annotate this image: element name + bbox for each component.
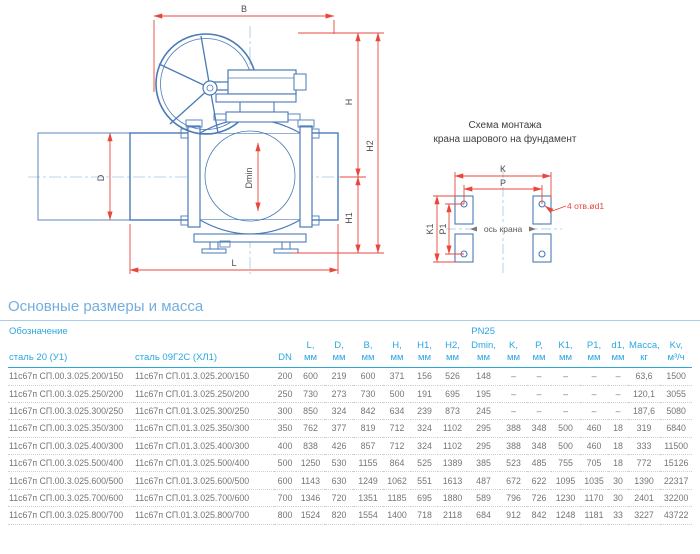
value-cell: 730 xyxy=(353,385,383,402)
value-cell: 500 xyxy=(551,420,580,437)
mounting-scheme xyxy=(425,120,604,274)
value-cell: 18 xyxy=(608,420,628,437)
value-cell: 1155 xyxy=(353,455,383,472)
value-cell: 295 xyxy=(467,437,500,454)
designation-steel20: 11с67п СП.00.3.025.300/250 xyxy=(8,402,134,419)
value-cell: – xyxy=(551,402,580,419)
value-cell: 1095 xyxy=(551,472,580,489)
neck-flange xyxy=(226,112,288,122)
value-cell: 530 xyxy=(325,455,353,472)
designation-steel20: 11с67п СП.00.3.025.700/600 xyxy=(8,489,134,506)
value-cell: 33 xyxy=(608,507,628,524)
value-cell: 672 xyxy=(500,472,527,489)
table-row xyxy=(8,489,692,506)
value-cell: – xyxy=(527,402,551,419)
table-section xyxy=(0,294,700,525)
column-header-3: B, мм xyxy=(353,338,383,367)
column-header-7: Dmin, мм xyxy=(467,338,500,367)
table-row xyxy=(8,437,692,454)
designation-steel20: 11с67п СП.00.3.025.600/500 xyxy=(8,472,134,489)
value-cell: 600 xyxy=(274,472,296,489)
value-cell: 772 xyxy=(628,455,660,472)
dim-label-h1: H1 xyxy=(344,212,354,224)
value-cell: 187,6 xyxy=(628,402,660,419)
value-cell: 684 xyxy=(467,507,500,524)
value-cell: 700 xyxy=(274,489,296,506)
dim-label-h: H xyxy=(344,98,354,106)
table-row xyxy=(8,402,692,419)
header-steel-20: сталь 20 (У1) xyxy=(8,338,134,367)
value-cell: 487 xyxy=(467,472,500,489)
value-cell: 1143 xyxy=(296,472,325,489)
value-cell: 712 xyxy=(383,437,411,454)
value-cell: 385 xyxy=(467,455,500,472)
support-leg xyxy=(282,242,290,249)
anchor-pad xyxy=(533,234,551,262)
value-cell: 622 xyxy=(527,472,551,489)
value-cell: 857 xyxy=(353,437,383,454)
value-cell: 1249 xyxy=(353,472,383,489)
support-foot xyxy=(202,249,226,253)
value-cell: 1554 xyxy=(353,507,383,524)
value-cell: 838 xyxy=(296,437,325,454)
column-header-5: H1, мм xyxy=(411,338,438,367)
value-cell: 1185 xyxy=(383,489,411,506)
handwheel-group xyxy=(156,34,306,134)
value-cell: 273 xyxy=(325,385,353,402)
designation-steel20: 11с67п СП.00.3.025.350/300 xyxy=(8,420,134,437)
value-cell: 718 xyxy=(411,507,438,524)
value-cell: 850 xyxy=(296,402,325,419)
value-cell: 1400 xyxy=(383,507,411,524)
value-cell: – xyxy=(608,385,628,402)
header-designation: Обозначение xyxy=(9,326,68,337)
value-cell: 726 xyxy=(527,489,551,506)
value-cell: 245 xyxy=(467,402,500,419)
value-cell: 1390 xyxy=(628,472,660,489)
value-cell: 5080 xyxy=(660,402,692,419)
support-leg xyxy=(210,242,218,249)
value-cell: 523 xyxy=(500,455,527,472)
body-dome-bottom xyxy=(200,220,300,234)
flange-right xyxy=(300,126,312,227)
value-cell: – xyxy=(500,402,527,419)
value-cell: 400 xyxy=(274,437,296,454)
column-header-0: DN xyxy=(274,338,296,367)
column-header-8: K, мм xyxy=(500,338,527,367)
value-cell: – xyxy=(580,368,608,385)
axis-arrow-right-icon xyxy=(529,227,536,232)
table-row xyxy=(8,472,692,489)
table-title: Основные размеры и масса xyxy=(8,298,204,315)
units-row xyxy=(8,338,692,367)
value-cell: 1346 xyxy=(296,489,325,506)
dim-label-p: P xyxy=(499,178,507,188)
value-cell: 63,6 xyxy=(628,368,660,385)
value-cell: 526 xyxy=(438,368,467,385)
anchor-hole xyxy=(539,251,545,257)
value-cell: – xyxy=(580,402,608,419)
gearbox-cap xyxy=(294,74,306,90)
value-cell: 3055 xyxy=(660,385,692,402)
value-cell: 319 xyxy=(628,420,660,437)
value-cell: 6840 xyxy=(660,420,692,437)
dim-label-d: D xyxy=(96,174,106,182)
value-cell: 589 xyxy=(467,489,500,506)
value-cell: 1062 xyxy=(383,472,411,489)
value-cell: 460 xyxy=(580,437,608,454)
value-cell: – xyxy=(527,368,551,385)
value-cell: 1248 xyxy=(551,507,580,524)
value-cell: 388 xyxy=(500,437,527,454)
column-header-4: H, мм xyxy=(383,338,411,367)
value-cell: 460 xyxy=(580,420,608,437)
column-header-14: Kv, м³/ч xyxy=(660,338,692,367)
value-cell: 156 xyxy=(411,368,438,385)
value-cell: 705 xyxy=(580,455,608,472)
value-cell: 350 xyxy=(274,420,296,437)
value-cell: 1351 xyxy=(353,489,383,506)
dim-label-h2: H2 xyxy=(365,140,375,152)
value-cell: 551 xyxy=(411,472,438,489)
support-bar xyxy=(194,234,306,242)
value-cell: 1524 xyxy=(296,507,325,524)
value-cell: 912 xyxy=(500,507,527,524)
value-cell: 864 xyxy=(383,455,411,472)
value-cell: 2401 xyxy=(628,489,660,506)
value-cell: 348 xyxy=(527,437,551,454)
designation-steel09g2s: 11с67п СП.01.3.025.800/700 xyxy=(134,507,274,524)
value-cell: 819 xyxy=(353,420,383,437)
value-cell: 388 xyxy=(500,420,527,437)
designation-steel09g2s: 11с67п СП.01.3.025.250/200 xyxy=(134,385,274,402)
value-cell: 219 xyxy=(325,368,353,385)
value-cell: 500 xyxy=(274,455,296,472)
value-cell: 200 xyxy=(274,368,296,385)
column-header-13: Масса, кг xyxy=(628,338,660,367)
column-header-12: d1, мм xyxy=(608,338,628,367)
gearbox xyxy=(228,70,296,94)
value-cell: 600 xyxy=(296,368,325,385)
value-cell: – xyxy=(580,385,608,402)
value-cell: 712 xyxy=(383,420,411,437)
value-cell: 18 xyxy=(608,437,628,454)
designation-steel09g2s: 11с67п СП.01.3.025.600/500 xyxy=(134,472,274,489)
value-cell: 3227 xyxy=(628,507,660,524)
value-cell: 15126 xyxy=(660,455,692,472)
value-cell: 500 xyxy=(383,385,411,402)
column-header-10: K1, мм xyxy=(551,338,580,367)
value-cell: 820 xyxy=(325,507,353,524)
value-cell: 730 xyxy=(296,385,325,402)
column-header-11: P1, мм xyxy=(580,338,608,367)
scheme-title-line2: крана шарового на фундамент xyxy=(433,134,577,145)
value-cell: 755 xyxy=(551,455,580,472)
column-header-9: P, мм xyxy=(527,338,551,367)
value-cell: 371 xyxy=(383,368,411,385)
value-cell: 295 xyxy=(467,420,500,437)
value-cell: 1613 xyxy=(438,472,467,489)
table-row xyxy=(8,420,692,437)
value-cell: 300 xyxy=(274,402,296,419)
dimensions-table xyxy=(8,321,692,525)
designation-steel20: 11с67п СП.00.3.025.200/150 xyxy=(8,368,134,385)
value-cell: 1389 xyxy=(438,455,467,472)
axis-label: ось крана xyxy=(483,224,523,234)
dim-label-p1: P1 xyxy=(438,223,448,235)
value-cell: – xyxy=(551,368,580,385)
gearbox-base xyxy=(216,94,296,102)
value-cell: 377 xyxy=(325,420,353,437)
handwheel-hub xyxy=(203,81,217,95)
value-cell: 250 xyxy=(274,385,296,402)
value-cell: 634 xyxy=(383,402,411,419)
designation-steel09g2s: 11с67п СП.01.3.025.200/150 xyxy=(134,368,274,385)
table-row xyxy=(8,507,692,524)
value-cell: 195 xyxy=(467,385,500,402)
pipe-left-extension xyxy=(38,133,130,220)
value-cell: 720 xyxy=(325,489,353,506)
designation-steel20: 11с67п СП.00.3.025.500/400 xyxy=(8,455,134,472)
table-body xyxy=(8,368,692,524)
value-cell: 695 xyxy=(438,385,467,402)
value-cell: 695 xyxy=(411,489,438,506)
column-header-2: D, мм xyxy=(325,338,353,367)
column-header-1: L, мм xyxy=(296,338,325,367)
value-cell: 1230 xyxy=(551,489,580,506)
value-cell: 796 xyxy=(500,489,527,506)
dim-label-dmin: Dmin xyxy=(244,167,254,189)
value-cell: 18 xyxy=(608,455,628,472)
table-row xyxy=(8,455,692,472)
value-cell: 485 xyxy=(527,455,551,472)
support-foot xyxy=(274,249,298,253)
holes-label: 4 отв.ød1 xyxy=(567,201,605,211)
value-cell: 1102 xyxy=(438,437,467,454)
neck-tab xyxy=(288,114,300,120)
value-cell: 525 xyxy=(411,455,438,472)
value-cell: 324 xyxy=(325,402,353,419)
value-cell: 324 xyxy=(411,437,438,454)
value-cell: 1880 xyxy=(438,489,467,506)
value-cell: 191 xyxy=(411,385,438,402)
table-row xyxy=(8,385,692,402)
value-cell: – xyxy=(500,368,527,385)
value-cell: – xyxy=(527,385,551,402)
dim-label-b: B xyxy=(240,4,248,14)
value-cell: 148 xyxy=(467,368,500,385)
designation-steel09g2s: 11с67п СП.01.3.025.350/300 xyxy=(134,420,274,437)
value-cell: – xyxy=(551,385,580,402)
value-cell: 762 xyxy=(296,420,325,437)
designation-steel20: 11с67п СП.00.3.025.400/300 xyxy=(8,437,134,454)
value-cell: 842 xyxy=(527,507,551,524)
value-cell: – xyxy=(500,385,527,402)
value-cell: 22317 xyxy=(660,472,692,489)
value-cell: 500 xyxy=(551,437,580,454)
value-cell: 1102 xyxy=(438,420,467,437)
dim-label-k: K xyxy=(499,164,507,174)
designation-steel09g2s: 11с67п СП.01.3.025.500/400 xyxy=(134,455,274,472)
value-cell: 800 xyxy=(274,507,296,524)
designation-steel20: 11с67п СП.00.3.025.250/200 xyxy=(8,385,134,402)
value-cell: 873 xyxy=(438,402,467,419)
value-cell: 842 xyxy=(353,402,383,419)
value-cell: 630 xyxy=(325,472,353,489)
value-cell: 120,1 xyxy=(628,385,660,402)
dim-label-k1: K1 xyxy=(425,223,435,235)
value-cell: 426 xyxy=(325,437,353,454)
designation-steel09g2s: 11с67п СП.01.3.025.400/300 xyxy=(134,437,274,454)
header-steel-09g2s: сталь 09Г2С (ХЛ1) xyxy=(134,338,274,367)
anchor-pad xyxy=(455,234,473,262)
value-cell: 1035 xyxy=(580,472,608,489)
value-cell: 30 xyxy=(608,489,628,506)
value-cell: 1250 xyxy=(296,455,325,472)
value-cell: 333 xyxy=(628,437,660,454)
value-cell: 32200 xyxy=(660,489,692,506)
axis-arrow-left-icon xyxy=(470,227,477,232)
table-row xyxy=(8,368,692,385)
valve-body-group xyxy=(38,119,338,253)
value-cell: – xyxy=(608,402,628,419)
value-cell: 43722 xyxy=(660,507,692,524)
value-cell: 239 xyxy=(411,402,438,419)
value-cell: 348 xyxy=(527,420,551,437)
designation-steel09g2s: 11с67п СП.01.3.025.300/250 xyxy=(134,402,274,419)
scheme-title-line1: Схема монтажа xyxy=(468,120,542,131)
value-cell: – xyxy=(608,368,628,385)
designation-steel09g2s: 11с67п СП.01.3.025.700/600 xyxy=(134,489,274,506)
value-cell: 600 xyxy=(353,368,383,385)
value-cell: 11500 xyxy=(660,437,692,454)
flange-left xyxy=(188,126,200,227)
pipe-left xyxy=(130,133,192,220)
column-header-6: H2, мм xyxy=(438,338,467,367)
value-cell: 30 xyxy=(608,472,628,489)
dim-label-l: L xyxy=(231,258,237,268)
header-pn-class: PN25 xyxy=(471,326,495,337)
value-cell: 1181 xyxy=(580,507,608,524)
value-cell: 324 xyxy=(411,420,438,437)
designation-steel20: 11с67п СП.00.3.025.800/700 xyxy=(8,507,134,524)
value-cell: 1170 xyxy=(580,489,608,506)
value-cell: 1500 xyxy=(660,368,692,385)
value-cell: 2118 xyxy=(438,507,467,524)
